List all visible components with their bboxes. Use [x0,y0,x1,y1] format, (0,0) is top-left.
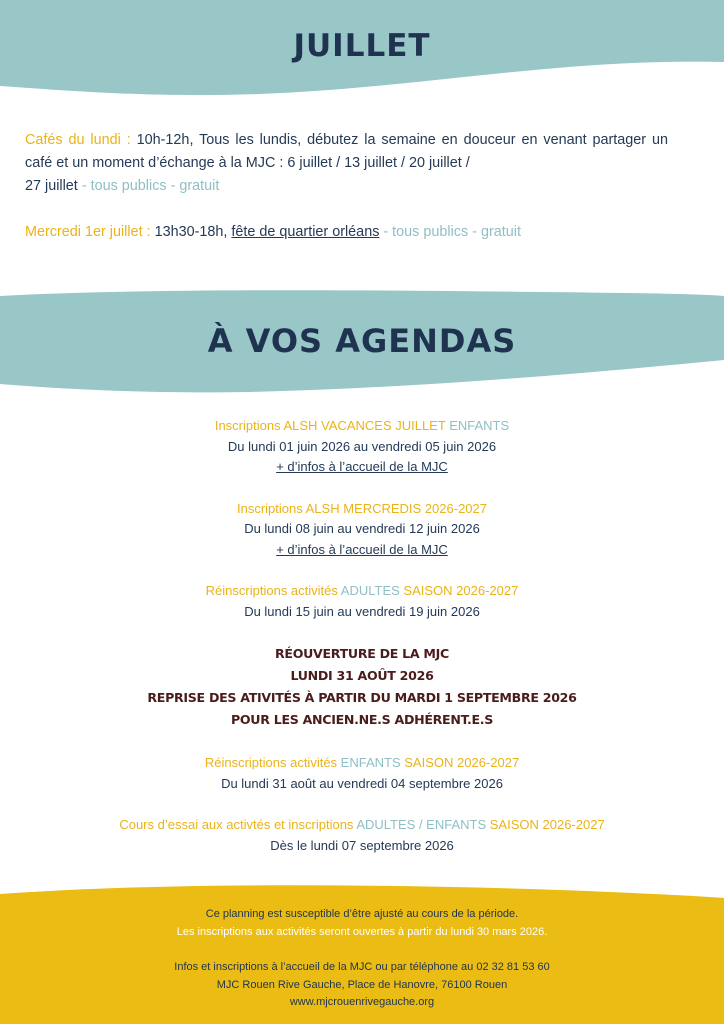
mercredi-tag: - tous publics - gratuit [383,224,521,240]
cafes-text: 10h-12h, Tous les lundis, débutez la semaine en douceur en venant partager un café et un moment d’échange à la MJC : 6 juillet / 13 juillet / 20 juillet / [25,132,669,171]
mercredi-time: 13h30-18h, [154,224,228,240]
mercredi-label: Mercredi 1er juillet : [25,224,151,240]
agenda-item-dates: Du lundi 15 juin au vendredi 19 juin 2026 [244,603,480,619]
agenda-item-title [0,753,724,774]
agenda-item-prefix: Réinscriptions activités [204,755,338,770]
agenda-item-highlight: ENFANTS [340,755,401,770]
mercredi-paragraph [25,221,668,244]
juillet-events [25,129,668,244]
agenda-item-dates: Du lundi 01 juin 2026 au vendredi 05 juin 2026 [227,438,497,454]
agenda-item-cours-essai [0,815,724,856]
juillet-title: JUILLET [293,28,431,64]
agenda-item-dates: Du lundi 08 juin au vendredi 12 juin 2026 [244,521,480,536]
agenda-item-info-link[interactable]: + d’infos à l’accueil de la MJC [276,459,448,474]
cafes-du-lundi-paragraph [25,129,668,175]
cafes-continued [25,175,668,198]
agenda-item-dates: Du lundi 31 août au vendredi 04 septembre 2026 [221,775,503,791]
agenda-item-dates: Dès le lundi 07 septembre 2026 [270,837,454,853]
agenda-item-title: Inscriptions ALSH MERCREDIS 2026-2027 [236,500,487,516]
agenda-item-prefix: Cours d’essai aux activtés et inscriptions [119,817,354,832]
agenda-item-prefix: Réinscriptions activités [205,583,338,598]
fete-quartier-link[interactable]: fête de quartier orléans [231,224,380,240]
footer-contact-phone: Infos et inscriptions à l’accueil de la MJC ou par téléphone au 02 32 81 53 60 [174,961,550,973]
agenda-item-alsh-juillet [0,416,724,478]
footer-inscriptions-note: Les inscriptions aux activités seront ouvertes à partir du lundi 30 mars 2026. [176,925,548,938]
agenda-item-reinscriptions-adultes [0,581,724,622]
agenda-list [0,416,724,877]
agenda-item-title [0,416,724,437]
agenda-item-info-link[interactable]: + d’infos à l’accueil de la MJC [276,541,448,557]
agenda-item-highlight: ADULTES [340,583,400,598]
cafes-last-date: 27 juillet [25,178,78,194]
reouverture-block [0,643,724,731]
reprise-activites: REPRISE DES ATIVITÉS À PARTIR DU MARDI 1 SEPTEMBRE 2026 [147,690,577,705]
agenda-item-title [0,815,724,836]
agenda-title: À VOS AGENDAS [207,322,517,360]
reouverture-line: RÉOUVERTURE DE LA MJC [275,646,449,661]
agenda-item-highlight: ENFANTS [449,418,510,433]
footer-planning-note: Ce planning est susceptible d’être ajusté au cours de la période. [205,908,519,920]
agenda-item-suffix: SAISON 2026-2027 [404,755,520,770]
cafes-label: Cafés du lundi : [25,132,131,148]
agenda-item-alsh-mercredis [0,499,724,561]
agenda-item-suffix: SAISON 2026-2027 [403,583,519,598]
agenda-item-highlight: ADULTES / ENFANTS [356,817,487,832]
footer-website-link[interactable]: www.mjcrouenrivegauche.org [289,996,435,1008]
agenda-item-reinscriptions-enfants [0,753,724,794]
agenda-item-title [0,581,724,602]
footer-address: MJC Rouen Rive Gauche, Place de Hanovre, 76100 Rouen [216,978,508,991]
footer-notes [0,906,724,1012]
anciens-adherents: POUR LES ANCIEN.NE.S ADHÉRENT.E.S [230,712,494,727]
agenda-item-suffix: SAISON 2026-2027 [489,817,605,832]
agenda-item-prefix: Inscriptions ALSH VACANCES JUILLET [214,418,446,433]
reouverture-date: LUNDI 31 AOÛT 2026 [290,668,434,683]
cafes-tag: - tous publics - gratuit [81,178,220,194]
